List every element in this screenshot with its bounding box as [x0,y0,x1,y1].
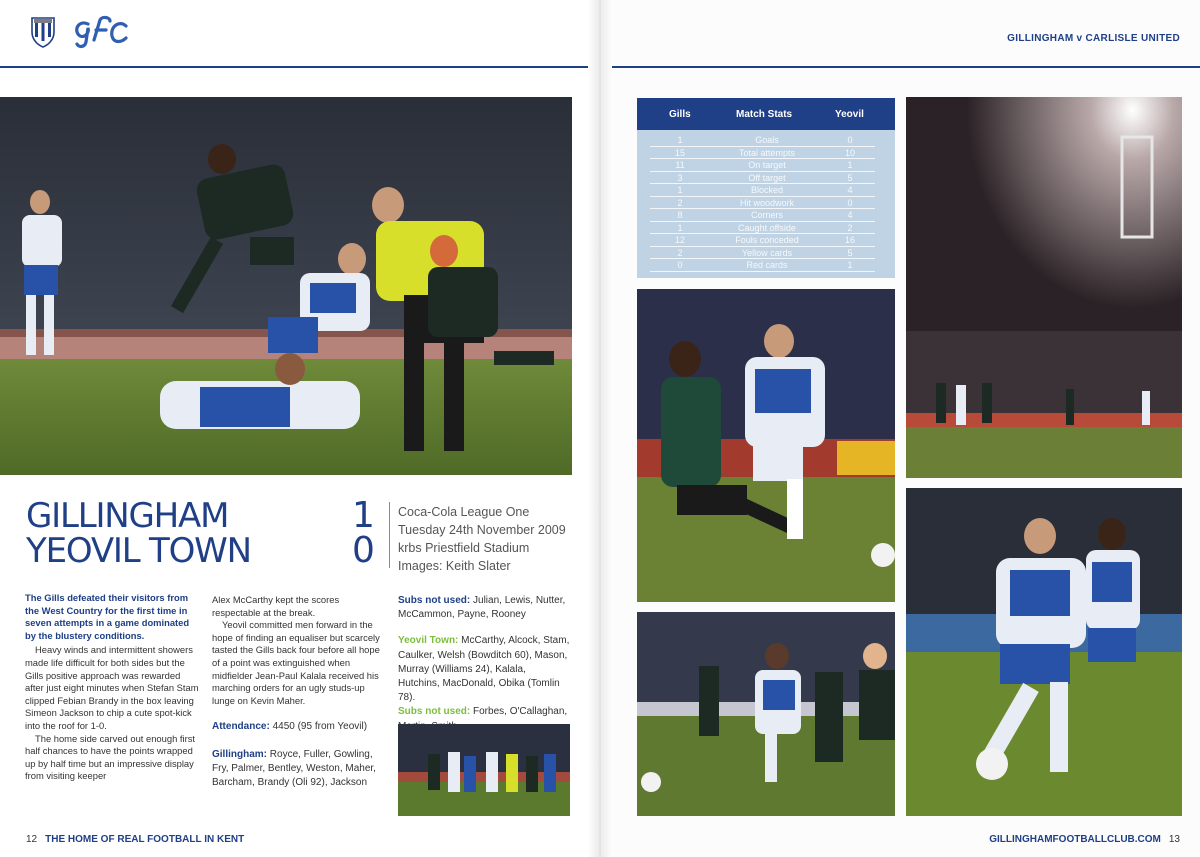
stat-label: Blocked [750,185,784,196]
yeovil-lineup [398,634,570,705]
stat-yeovil: 4 [847,210,853,221]
yeovil-subs-label: Subs not used: [398,706,471,718]
article-column-1 [25,592,201,783]
stats-header [637,98,895,130]
stat-label: Fouls conceded [735,235,799,246]
article-column-2 [212,594,384,799]
tackle-photo [637,289,895,602]
gills-subs [398,594,570,622]
table-row [637,247,895,260]
home-team-name: GILLINGHAM [26,496,229,536]
image-credit: Images: Keith Slater [398,559,511,573]
table-row [637,172,895,185]
left-footer-text: THE HOME OF REAL FOOTBALL IN KENT [45,834,245,845]
left-page-number: 12 [26,834,38,845]
club-crest-icon [30,16,56,48]
stat-label: Red cards [746,260,788,271]
stat-gills: 1 [677,185,683,196]
header-rule-right [612,66,1200,68]
stat-gills: 0 [677,260,683,271]
stat-yeovil: 0 [847,135,853,145]
stat-label: Goals [755,135,779,145]
stat-label: Off target [748,172,786,183]
competition: Coca-Cola League One [398,505,530,519]
table-row [637,259,895,272]
left-footer [26,834,244,845]
stat-yeovil: 5 [847,247,853,258]
stat-gills: 15 [674,147,685,158]
article-column-3 [398,594,570,742]
score-divider [389,502,390,568]
article-paragraph: Heavy winds and intermittent showers made life difficult for both sides but the Gills positive approach was rewarded after just eight minutes when Stefan Stam clipped Febian Brandy in the box leaving Simeon Jackson to chip a cute spot-kick into the roof for 1-0. [25,644,199,731]
gillingham-players: Royce, Fuller, Gowling, Fry, Palmer, Bentley, Weston, Maher, Barcham, Brandy (Oli 92), Jackson [212,748,376,789]
table-row [637,184,895,197]
gills-subs-label: Subs not used: [398,595,471,606]
match-date: Tuesday 24th November 2009 [398,523,566,537]
page-gutter [588,0,612,857]
right-page-number: 13 [1168,834,1180,845]
stat-gills: 1 [677,135,683,145]
table-row [637,222,895,235]
stat-label: Total attempts [738,147,796,158]
stat-yeovil: 4 [847,185,853,196]
stat-yeovil: 0 [847,197,853,208]
yeovil-players: McCarthy, Alcock, Stam, Caulker, Welsh (Bowditch 60), Mason, Murray (Williams 24), Kalala, Hutchins, MacDonald, Obika (Tomlin 78). [398,635,570,704]
stat-yeovil: 16 [844,235,855,246]
fixture-title: GILLINGHAM v CARLISLE UNITED [1007,33,1180,44]
right-footer [989,834,1180,845]
right-footer-text: GILLINGHAMFOOTBALLCLUB.COM [989,834,1161,845]
article-lead: The Gills defeated their visitors from the West Country for the first time in seven attempts in a game dominated by the blustery conditions. [25,592,190,641]
article-paragraph: Alex McCarthy kept the scores respectable at the break. [212,594,340,618]
main-match-photo [0,97,572,475]
table-row [637,234,895,247]
floodlit-stadium-photo [906,97,1182,478]
home-score: 1 [352,495,375,536]
table-row [637,209,895,222]
attack-photo [637,612,895,816]
attendance-label: Attendance: [212,721,270,733]
stat-gills: 12 [674,235,685,246]
away-team-name: YEOVIL TOWN [26,531,251,571]
away-score: 0 [352,530,375,571]
table-row [637,147,895,160]
stat-gills: 3 [677,172,683,183]
team-celebration-photo [398,724,570,816]
stat-gills: 1 [677,222,683,233]
match-stats-table [637,98,895,278]
gillingham-label: Gillingham: [212,748,267,760]
article-paragraph: The home side carved out enough first half chances to have the points wrapped up by half time but an impressive display from visiting keeper [25,732,195,782]
stats-header-yeovil: Yeovil [835,109,864,120]
stats-header-label: Match Stats [736,109,793,120]
gillingham-lineup [212,748,384,791]
table-row [637,134,895,147]
table-row [637,159,895,172]
stat-yeovil: 1 [847,160,853,171]
stat-gills: 2 [677,197,683,208]
stat-gills: 11 [675,160,685,171]
yeovil-label: Yeovil Town: [398,635,459,647]
gills-subs-players: Julian, Lewis, Nutter, McCammon, Payne, Rooney [398,595,566,621]
attendance [212,721,384,734]
header-rule-left [0,66,588,68]
stat-label: On target [748,160,786,171]
stat-gills: 2 [677,247,683,258]
gfc-logo-icon [72,14,130,50]
stat-label: Caught offside [738,222,796,233]
celebration-photo [906,488,1182,816]
stat-label: Corners [750,210,783,221]
stat-label: Yellow cards [741,247,793,258]
article-paragraph: Yeovil committed men forward in the hope of finding an equaliser but scarcely tasted the Gills back four before all hope of a point was extinguished when midfielder Jean-Paul Kalala received his marching orders for an ugly studs-up lunge on Kevin Maher. [212,619,380,706]
stat-yeovil: 1 [847,260,853,271]
venue: krbs Priestfield Stadium [398,541,530,555]
stats-body [637,134,895,272]
stat-yeovil: 5 [847,172,853,183]
stat-yeovil: 2 [847,222,853,233]
stat-label: Hit woodwork [739,197,795,208]
yeovil-subs-players: Forbes, O'Callaghan, [473,706,568,718]
match-info [398,503,566,575]
stat-yeovil: 10 [844,147,855,158]
table-row [637,197,895,210]
stats-header-gills: Gills [669,109,691,120]
attendance-value: 4450 (95 from Yeovil) [272,721,368,733]
stat-gills: 8 [677,210,683,221]
